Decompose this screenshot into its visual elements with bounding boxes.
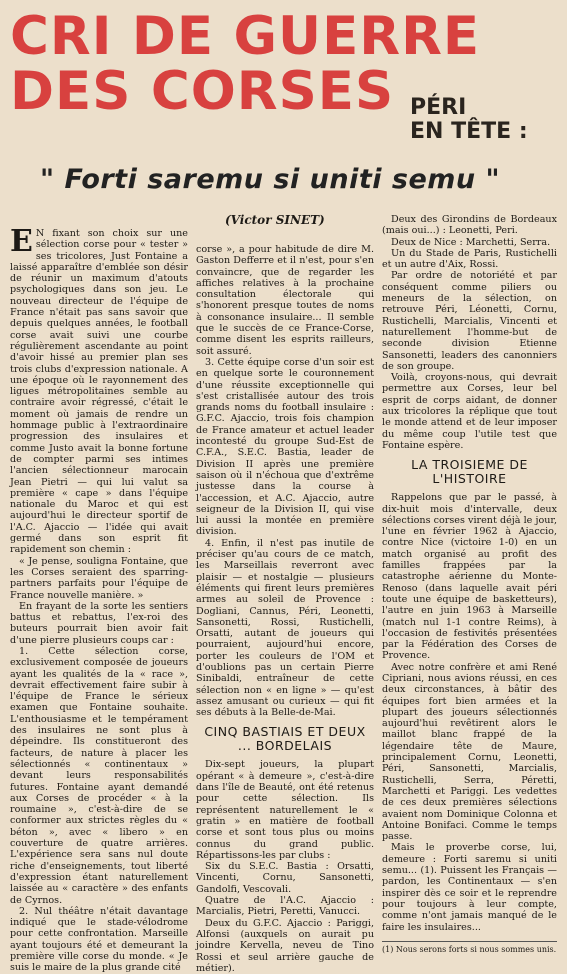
paragraph: Quatre de l'A.C. Ajaccio : Marcialis, Pietri, Peretti, Vanucci. <box>196 895 374 918</box>
headline-line-2: DES CORSES <box>10 61 395 122</box>
paragraph: Avec notre confrère et ami René Cipriani, nous avions réussi, en ces deux circonstances, à bâtir des équipes fort bien armées et la plupart des joueurs sélectionnés aujourd'hui revêtirent alors le maillot blanc frappé de la légendaire tête de Maure, principalement Cornu, Leonetti, Péri, Sansonetti, Marcialis, Rustichelli, Serra, Péretti, Marchetti et Pariggi. Les vedettes de ces deux premières sélections avaient nom Dominique Colonna et Antoine Bonifaci. Comme le temps passe. <box>382 661 557 843</box>
paragraph: Voilà, croyons-nous, qui devrait permettre aux Corses, leur bel esprit de corps aidant, de donner aux tricolores la réplique que tout le monde attend et de leur imposer du même coup l'utile test que Fontaine espère. <box>382 372 557 451</box>
paragraph: 3. Cette équipe corse d'un soir est en quelque sorte le couronnement d'une réussite exceptionnelle qui s'est cristallisée autour des trois grands noms du football insulaire : G.F.C. Ajaccio, trois fois champion de France amateur et actuel leader incontesté du groupe Sud-Est de C.F.A., S.E.C. Bastia, leader de Division II après une première saison où il n'échoua que d'extrême justesse dans la course à l'accession, et A.C. Ajaccio, autre seigneur de la Division II, qui vise lui aussi la montée en première division. <box>196 356 374 538</box>
paragraph: 4. Enfin, il n'est pas inutile de préciser qu'au cours de ce match, les Marseillais reverront avec plaisir — et nostalgie — plusieurs éléments qui firent leurs premières armes au soleil de Provence : Dogliani, Cannus, Péri, Leonetti, Sansonetti, Rossi, Rustichelli, Orsatti, autant de joueurs qui pourraient, aujourd'hui encore, porter les couleurs de l'OM et d'oublions pas un certain Pierre Sinibaldi, entraîneur de cette sélection non « en ligne » — qu'est assez amusant ou curieux — qui fit ses débuts à la Belle-de-Mai. <box>196 537 374 719</box>
paragraph: N fixant son choix sur une sélection corse pour « tester » ses tricolores, Just Fontaine a laissé apparaître d'emblée son désir de réunir un maximum d'atouts psychologiques dans son jeu. Le nouveau directeur de l'équipe de France n'était pas sans savoir que depuis quelques années, le football corse avait suivi une courbe régulièrement ascendante au point d'avoir hissé au premier plan ses trois clubs d'expression nationale. A une époque où le rayonnement des ligues métropolitaines semble au contraire avoir régressé, c'était le moment où jamais de rendre un hommage public à l'extraordinaire progression des insulaires et comme Justo avait la bonne fortune de compter parmi ses intimes l'ancien sélectionneur marocain Jean Pietri — qui lui valut sa première « cape » dans l'équipe nationale du Maroc et qui est aujourd'hui le directeur sportif de l'A.C. Ajaccio — l'idée qui avait germé dans son esprit fit rapidement son chemin : <box>10 228 188 556</box>
headline-line-1: CRI DE GUERRE <box>10 6 481 67</box>
section-heading: LA TROISIEME DE L'HISTOIRE <box>411 457 528 487</box>
footnote: (1) Nous serons forts si nous sommes unis. <box>382 941 557 955</box>
paragraph: 2. Nul théâtre n'était davantage indiqué que le stade-vélodrome pour cette confrontation. Marseille ayant toujours été et demeurant la première ville corse du monde. « Je suis le maire de la plus grande cité <box>10 905 188 974</box>
paragraph: Deux de Nice : Marchetti, Serra. <box>391 236 551 248</box>
section-heading: CINQ BASTIAIS ET DEUX ... BORDELAIS <box>204 724 366 754</box>
drop-cap: E <box>10 224 33 259</box>
paragraph: Mais le proverbe corse, lui, demeure : Forti saremu si uniti semu... (1). Puissent les Français — pardon, les Continentaux — s'en inspirer dès ce soir et le reprendre pour toujours à leur compte, comme n'ont jamais manqué de le faire les insulaires... <box>382 842 557 933</box>
paragraph: Dix-sept joueurs, la plupart opérant « à demeure », c'est-à-dire dans l'île de Beauté, ont été retenus pour cette sélection. Ils représentent naturellement le « gratin » en matière de football corse et sont tous plus ou moins connus du grand public. Répartissons-les par clubs : <box>196 759 374 861</box>
paragraph: corse », a pour habitude de dire M. Gaston Defferre et il n'est, pour s'en convaincre, que de regarder les affiches relatives à la prochaine consultation électorale qui s'honorent presque toutes de noms à consonance insulaire... Il semble que le succès de ce France-Corse, comme disent les esprits railleurs, soit assuré. <box>196 244 374 357</box>
headline-side-2: EN TÊTE : <box>410 119 528 144</box>
headline-side-1: PÉRI <box>410 95 467 120</box>
column-3 <box>382 214 557 954</box>
subtitle: " Forti saremu si uniti semu " <box>40 164 501 195</box>
byline: (Victor SINET) <box>225 213 325 227</box>
paragraph: Rappelons que par le passé, à dix-huit mois d'intervalle, deux sélections corses virent déjà le jour, l'une en février 1962 à Ajaccio, contre Nice (victoire 1-0) en un match organisé au profit des familles frappées par la catastrophe aérienne du Monte-Renoso (dans laquelle avait péri toute une équipe de basketteurs), l'autre en juin 1963 à Marseille (match nul 1-1 contre Reims), à l'occasion de festivités présentées par la Fédération des Corses de Provence. <box>382 492 557 662</box>
paragraph: 1. Cette sélection corse, exclusivement composée de joueurs ayant les qualités de la « race », devrait effectivement faire subir à l'équipe de France le sérieux examen que Fontaine souhaite. L'enthousiasme et le tempérament des insulaires ne sont plus à dépeindre. Ils constitueront des facteurs, de nature à placer les sélectionnés « continentaux » devant leurs responsabilités futures. Fontaine ayant demandé aux Corses de procéder « à la roumaine », c'est-à-dire de se conformer aux strictes règles du « béton », avec « libero » en couverture de quatre arrières. L'expérience sera sans nul doute riche d'enseignements, tout liberté d'expression étant naturellement laissée au « caractère » des enfants de Cyrnos. <box>10 645 188 906</box>
paragraph: En frayant de la sorte les sentiers battus et rebattus, l'ex-roi des buteurs pourrait bien avoir fait d'une pierre plusieurs coups car : <box>10 600 188 646</box>
paragraph: « Je pense, souligna Fontaine, que les Corses seraient des sparring-partners parfaits pour l'équipe de France nouvelle manière. » <box>10 555 188 601</box>
paragraph: Deux du G.F.C. Ajaccio : Pariggi, Alfonsi (auxquels on aurait pu joindre Kervella, neveu de Tino Rossi et seul arrière gauche de métier). <box>196 917 374 974</box>
column-1 <box>10 224 188 974</box>
paragraph: Deux des Girondins de Bordeaux (mais oui...) : Leonetti, Peri. <box>382 214 557 237</box>
paragraph: Six du S.E.C. Bastia : Orsatti, Vincenti, Cornu, Sansonetti, Gandolfi, Vescovali. <box>196 861 374 895</box>
column-2 <box>196 244 374 974</box>
paragraph: Par ordre de notoriété et par conséquent comme piliers ou meneurs de la sélection, on retrouve Péri, Léonetti, Cornu, Rustichelli, Marcialis, Vincenti et naturellement l'homme-but de seconde division Etienne Sansonetti, leaders des canonniers de son groupe. <box>382 270 557 372</box>
paragraph: Un du Stade de Paris, Rustichelli et un autre d'Aix, Rossi. <box>382 247 557 271</box>
